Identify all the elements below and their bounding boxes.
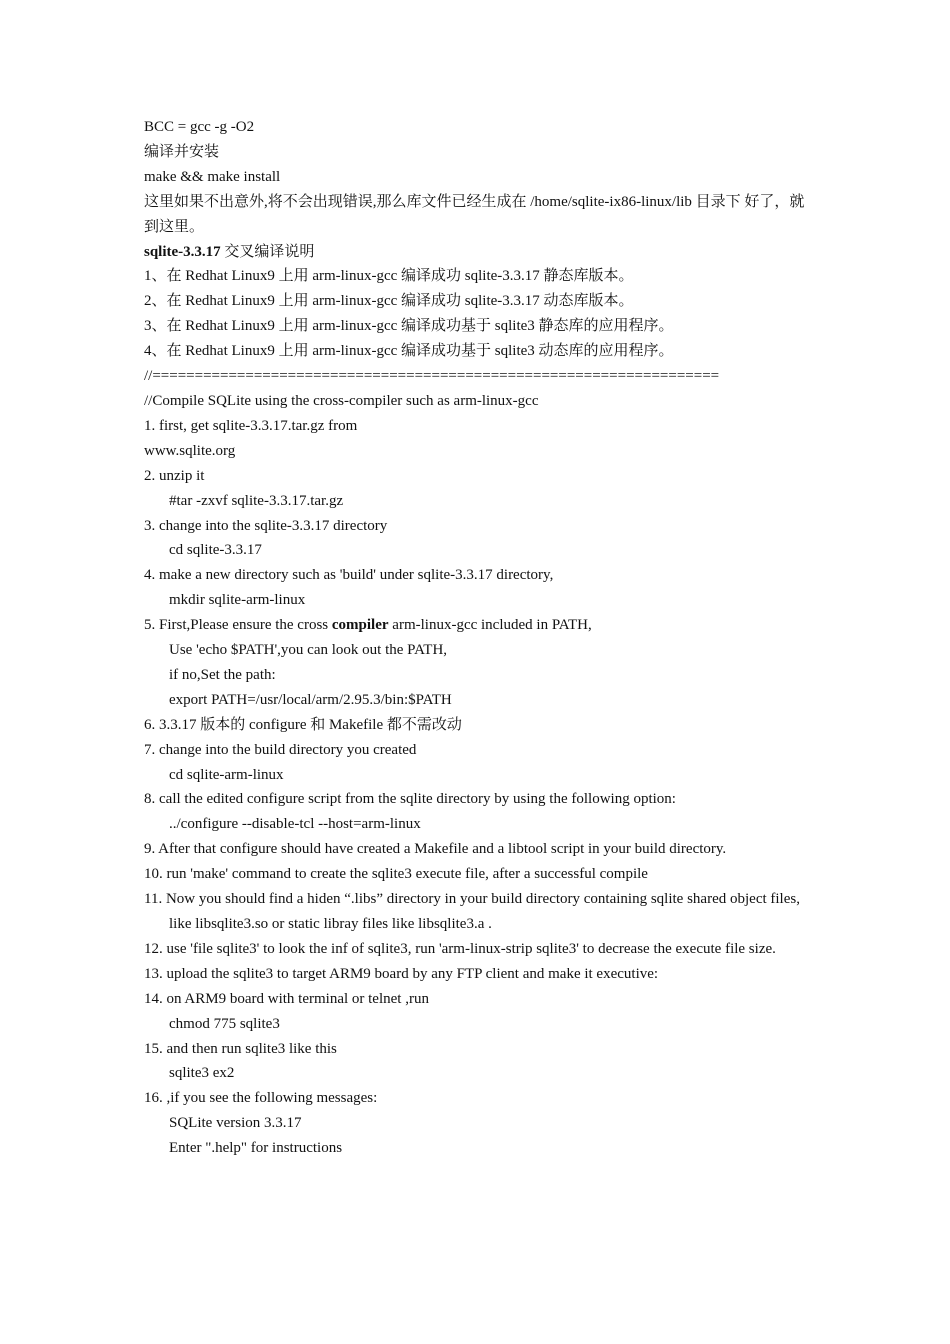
step-line: 4. make a new directory such as 'build' under sqlite-3.3.17 directory, — [144, 567, 554, 584]
step-paragraph: 11. Now you should find a hiden “.libs” directory in your build directory containing sqlite shared object files, — [144, 891, 800, 908]
command-line: sqlite3 ex2 — [169, 1065, 235, 1082]
step-line: 13. upload the sqlite3 to target ARM9 board by any FTP client and make it executive: — [144, 965, 659, 982]
indented-line: like libsqlite3.so or static libray files like libsqlite3.a . — [169, 916, 492, 932]
heading-bold-text: sqlite-3.3.17 — [144, 243, 221, 260]
command-line: mkdir sqlite-arm-linux — [169, 592, 306, 609]
step-line: 7. change into the build directory you created — [144, 741, 417, 758]
heading-text: 交叉编译说明 — [220, 243, 315, 260]
step-paragraph: 12. use 'file sqlite3' to look the inf of sqlite3, run 'arm-linux-strip sqlite3' to decrease the execute file size. — [144, 940, 776, 957]
url-text: www.sqlite.org — [144, 442, 236, 459]
output-line: Enter ".help" for instructions — [169, 1140, 343, 1157]
list-item: 2、在 Redhat Linux9 上用 arm-linux-gcc 编译成功 sqlite-3.3.17 动态库版本。 — [144, 293, 634, 310]
command-line: cd sqlite-arm-linux — [169, 766, 284, 783]
indented-line: Use 'echo $PATH',you can look out the PATH, — [169, 642, 448, 659]
step-line: 15. and then run sqlite3 like this — [144, 1040, 337, 1057]
list-item: 4、在 Redhat Linux9 上用 arm-linux-gcc 编译成功基于 sqlite3 动态库的应用程序。 — [144, 343, 674, 360]
step-text: 5. First,Please ensure the cross — [144, 617, 332, 634]
text-line: make && make install — [144, 168, 281, 185]
text-line: BCC = gcc -g -O2 — [144, 119, 255, 135]
text-paragraph: 这里如果不出意外,将不会出现错误,那么库文件已经生成在 /home/sqlite-ix86-linux/lib 目录下 好了，就到这里。 — [144, 193, 805, 235]
step-line: 8. call the edited configure script from the sqlite directory by using the following option: — [144, 791, 676, 808]
list-item: 3、在 Redhat Linux9 上用 arm-linux-gcc 编译成功基于 sqlite3 静态库的应用程序。 — [144, 318, 674, 335]
command-line: chmod 775 sqlite3 — [169, 1015, 280, 1032]
step-line: 16. ,if you see the following messages: — [144, 1090, 378, 1107]
command-line: cd sqlite-3.3.17 — [169, 542, 262, 559]
step-line: 3. change into the sqlite-3.3.17 directory — [144, 517, 388, 534]
separator-line: //=================================================================== — [144, 368, 720, 385]
list-item: 1、在 Redhat Linux9 上用 arm-linux-gcc 编译成功 sqlite-3.3.17 静态库版本。 — [144, 268, 634, 285]
step-line: 9. After that configure should have created a Makefile and a libtool script in your build directory. — [144, 841, 727, 858]
step-line — [144, 613, 812, 638]
step-line: 1. first, get sqlite-3.3.17.tar.gz from — [144, 417, 358, 434]
command-line: ../configure --disable-tcl --host=arm-linux — [169, 816, 421, 833]
output-line: SQLite version 3.3.17 — [169, 1115, 302, 1132]
document-page — [144, 115, 812, 1161]
indented-line: if no,Set the path: — [169, 666, 276, 683]
text-line: 编译并安装 — [144, 143, 220, 160]
step-line: 6. 3.3.17 版本的 configure 和 Makefile 都不需改动 — [144, 716, 462, 733]
section-heading — [144, 240, 812, 265]
command-line: #tar -zxvf sqlite-3.3.17.tar.gz — [169, 492, 344, 509]
comment-line: //Compile SQLite using the cross-compiler such as arm-linux-gcc — [144, 392, 539, 409]
step-line: 10. run 'make' command to create the sqlite3 execute file, after a successful compile — [144, 866, 648, 883]
step-text: arm-linux-gcc included in PATH, — [388, 617, 592, 634]
step-line: 2. unzip it — [144, 467, 205, 484]
command-line: export PATH=/usr/local/arm/2.95.3/bin:$PATH — [169, 691, 452, 708]
bold-term: compiler — [331, 617, 389, 634]
step-line: 14. on ARM9 board with terminal or telnet ,run — [144, 990, 429, 1007]
